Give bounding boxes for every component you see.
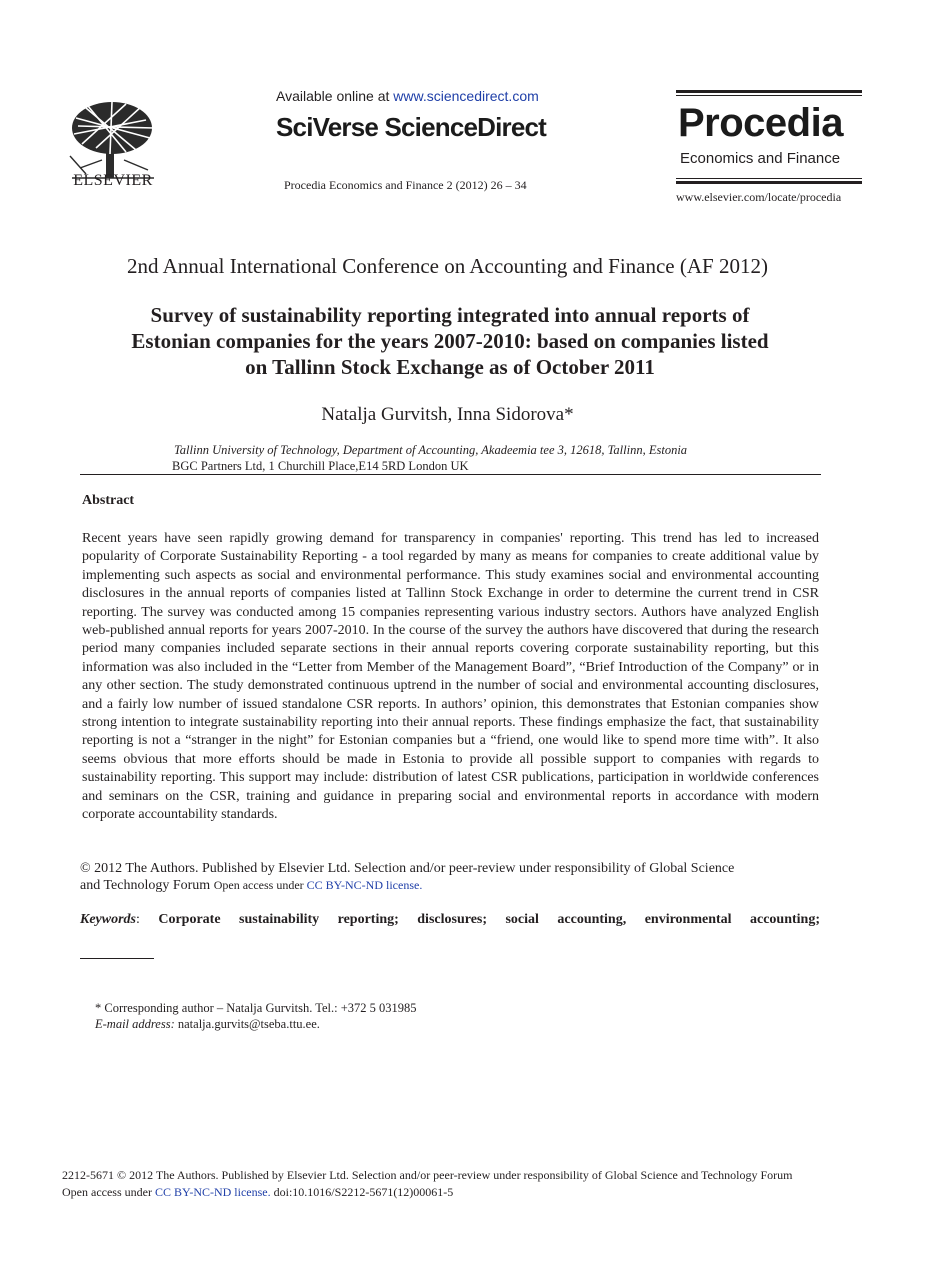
- keywords: [80, 912, 820, 928]
- footer-issn-line: 2212-5671 © 2012 The Authors. Published by Elsevier Ltd. Selection and/or peer-review under responsibility of Global Science and Technology Forum: [62, 1168, 793, 1182]
- copyright-line-2: [80, 877, 820, 894]
- journal-reference: Procedia Economics and Finance 2 (2012) 26 – 34: [284, 178, 527, 192]
- footer-open-access-prefix: Open access under: [62, 1185, 155, 1199]
- corresponding-author-note: * Corresponding author – Natalja Gurvitsh. Tel.: +372 5 031985: [95, 1001, 417, 1015]
- title-line: Estonian companies for the years 2007-2010: based on companies listed: [131, 329, 769, 353]
- sciencedirect-link[interactable]: www.sciencedirect.com: [393, 88, 539, 104]
- procedia-bottom-rule-thin: [676, 178, 862, 179]
- journal-url-link[interactable]: www.elsevier.com/locate/procedia: [676, 190, 842, 204]
- copyright-line-2-text: and Technology Forum: [80, 878, 211, 893]
- copyright-line-1: © 2012 The Authors. Published by Elsevier Ltd. Selection and/or peer-review under responsibility of Global Science: [80, 861, 735, 876]
- footer-license-line: [62, 1185, 453, 1200]
- title-line: Survey of sustainability reporting integrated into annual reports of: [150, 303, 750, 327]
- paper-title: [80, 302, 820, 380]
- availability-prefix: Available online at: [276, 88, 394, 104]
- abstract-heading: Abstract: [82, 493, 135, 508]
- license-link[interactable]: CC BY-NC-ND license.: [306, 878, 423, 892]
- procedia-top-rule-thin: [676, 95, 862, 96]
- availability-line: [276, 88, 539, 104]
- affiliation-1: Tallinn University of Technology, Department of Accounting, Akadeemia tee 3, 12618, Tallinn, Estonia: [174, 443, 688, 457]
- email-address[interactable]: natalja.gurvits@tseba.ttu.ee.: [177, 1017, 320, 1031]
- elsevier-wordmark: ELSEVIER: [73, 172, 153, 189]
- copyright-notice: [80, 860, 820, 894]
- open-access-prefix: Open access under: [213, 878, 307, 892]
- procedia-wordmark: Procedia: [678, 101, 843, 145]
- footnote-rule: [80, 958, 154, 959]
- conference-name: 2nd Annual International Conference on Accounting and Finance (AF 2012): [127, 254, 768, 278]
- keywords-list: Corporate sustainability reporting; disclosures; social accounting, environmental accounting;: [158, 912, 821, 927]
- abstract-text: Recent years have seen rapidly growing demand for transparency in companies' reporting. This trend has led to increased popularity of Corporate Sustainability Reporting - a tool regarded by many as means for companies to create additional value by implementing such aspects as social and environmental performance. This study examines social and environmental accounting disclosures in the annual reports of companies listed at Tallinn Stock Exchange in order to determine the current trend in CSR reporting. The survey was conducted among 15 companies representing various industry sectors. Authors have analyzed English web-published annual reports for years 2007-2010. In the course of the survey the authors have discovered that during the research period many companies included separate sections in their annual reports covering corporate sustainability reporting, but this information was also included in the “Letter from Member of the Management Board”, “Brief Introduction of the Company” or in any other section. The study demonstrated continuous uptrend in the number of social and environmental accounting disclosures, and a fairly low number of issued standalone CSR reports. In authors’ opinion, this demonstrates that Estonian companies show strong intention to integrate sustainability reporting into their annual reports. These findings emphasize the fact, that sustainability reporting is not a “stranger in the night” for Estonian companies but a “friend, one would like to spend more time with”. It also seems obvious that more efforts should be made in Estonia to provide all possible support to companies with regards to sustainability reporting. This support may include: distribution of latest CSR publications, participation in worldwide conferences and seminars on the CSR, training and guidance in preparing social and environmental reports in accordance with modern corporate accountability standards.: [82, 531, 819, 823]
- keywords-label: Keywords: [80, 912, 136, 927]
- footer-license-link[interactable]: CC BY-NC-ND license.: [154, 1185, 271, 1199]
- keywords-separator: :: [136, 912, 140, 927]
- author-list: Natalja Gurvitsh, Inna Sidorova*: [321, 404, 574, 425]
- procedia-bottom-rule: [676, 181, 862, 184]
- email-label: E-mail address:: [95, 1017, 175, 1031]
- procedia-top-rule: [676, 90, 862, 93]
- affiliation-2: BGC Partners Ltd, 1 Churchill Place,E14 5RD London UK: [172, 459, 469, 473]
- email-note: [95, 1017, 320, 1032]
- platform-wordmark: SciVerse ScienceDirect: [276, 112, 547, 142]
- header-divider: [80, 474, 821, 475]
- title-line: on Tallinn Stock Exchange as of October 2011: [245, 355, 655, 379]
- procedia-subtitle: Economics and Finance: [680, 150, 841, 167]
- footer-doi[interactable]: doi:10.1016/S2212-5671(12)00061-5: [273, 1185, 454, 1199]
